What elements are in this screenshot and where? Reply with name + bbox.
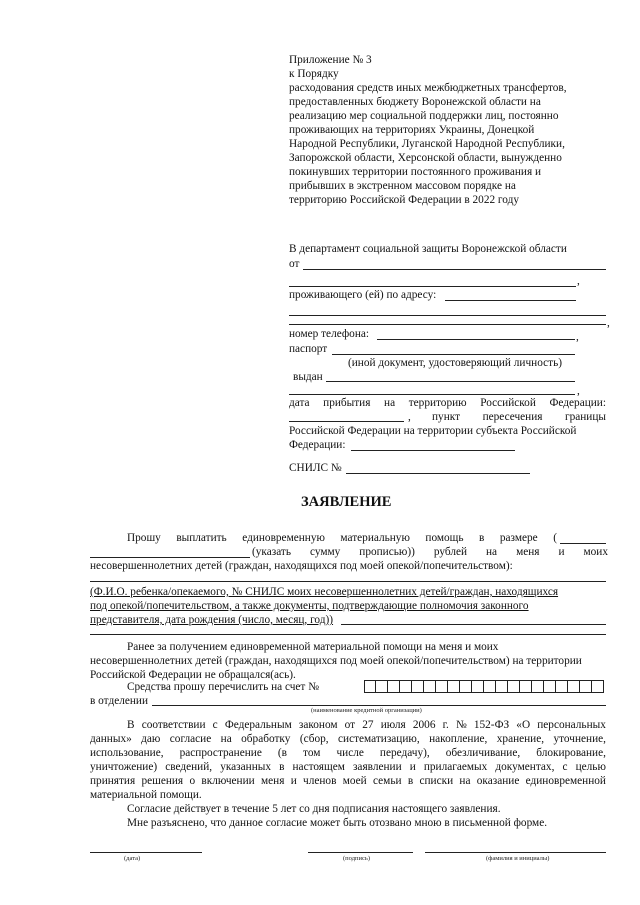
department-label: в отделении	[90, 695, 148, 707]
word: законом	[298, 719, 338, 731]
word: моих	[583, 546, 608, 558]
word: прилагаемых	[423, 761, 488, 773]
request-line-1	[127, 531, 557, 545]
phone-field[interactable]	[377, 339, 575, 340]
signature-caption: (подпись)	[343, 855, 370, 862]
word: (сбор,	[299, 733, 329, 745]
word: целью	[575, 761, 606, 773]
request-line-3: несовершеннолетних детей (граждан, находящихся под моей опекой/попечительством):	[90, 560, 513, 572]
address-field[interactable]	[445, 300, 576, 301]
word: размере	[499, 532, 538, 544]
children-caption-1: (Ф.И.О. ребенка/опекаемого, № СНИЛС моих несовершеннолетних детей/граждан, находящихся	[90, 586, 559, 598]
word: июля	[380, 719, 406, 731]
word: В	[127, 719, 135, 731]
address-field-3[interactable]	[289, 324, 606, 325]
word: списки	[419, 775, 454, 787]
word: дата	[289, 397, 310, 409]
federation-label: Федерации:	[289, 439, 346, 451]
bank-caption: (наименование кредитной организации)	[311, 707, 422, 714]
word: блокирование,	[536, 747, 606, 759]
comma: ,	[576, 331, 579, 343]
passport-label: паспорт	[289, 343, 328, 355]
appendix-line: реализацию мер социальной поддержки лиц, постоянно	[289, 110, 559, 122]
word: персональных	[537, 719, 606, 731]
word: единовременной	[525, 775, 606, 787]
signature-field[interactable]	[308, 852, 413, 853]
word: на	[220, 733, 232, 745]
word: Российской	[480, 397, 536, 409]
amount-words-field[interactable]	[90, 557, 250, 558]
word: и	[558, 546, 565, 558]
date-field[interactable]	[90, 852, 202, 853]
word: сведений,	[165, 761, 213, 773]
request-line-2	[252, 545, 608, 559]
word: о	[189, 775, 196, 787]
word: числе	[336, 747, 364, 759]
snils-label: СНИЛС №	[289, 462, 342, 474]
arrival-date-line	[289, 396, 606, 410]
word: на	[459, 775, 471, 787]
word: единовременную	[242, 532, 325, 544]
word: заявлении	[352, 761, 402, 773]
amount-field[interactable]	[560, 543, 606, 544]
comma: ,	[408, 411, 411, 423]
from-label: от	[289, 258, 300, 270]
word: 152-ФЗ	[473, 719, 510, 731]
revoke-text: Мне разъяснено, что данное согласие может быть отозвано мною в письменной форме.	[127, 817, 548, 829]
word: пункт	[432, 411, 461, 423]
appendix-line: к Порядку	[289, 68, 339, 80]
word: указанных	[220, 761, 271, 773]
word: 27	[362, 719, 374, 731]
word: в	[279, 761, 285, 773]
children-caption-2: под опекой/попечительством, а также документы, подтверждающие полномочия законного	[90, 600, 529, 612]
other-document-caption: (иной документ, удостоверяющий личность)	[348, 357, 562, 369]
validity-text: Согласие действует в течение 5 лет со дня подписания настоящего заявления.	[127, 803, 501, 815]
word: Федеральным	[224, 719, 292, 731]
federation-field[interactable]	[351, 450, 515, 451]
word: оказание	[476, 775, 520, 787]
word: соответствии	[141, 719, 206, 731]
word: в	[479, 532, 485, 544]
consent-line-3	[90, 746, 606, 760]
word: г.	[442, 719, 449, 731]
word: материальную	[340, 532, 410, 544]
account-label: Средства прошу перечислить на счет №	[127, 681, 319, 693]
word: уточнение,	[553, 733, 606, 745]
passport-field[interactable]	[332, 354, 575, 355]
word: и	[290, 775, 297, 787]
word: с	[562, 761, 568, 773]
word: (указать	[252, 546, 292, 558]
word: помощь	[425, 532, 464, 544]
from-field[interactable]	[303, 269, 606, 270]
word: сумму	[310, 546, 341, 558]
word: семьи	[373, 775, 402, 787]
word: меня	[516, 546, 540, 558]
date-caption: (дата)	[124, 855, 141, 862]
consent-line-2	[90, 732, 606, 746]
word: и	[409, 761, 416, 773]
bank-field[interactable]	[152, 705, 606, 706]
appendix-line: предоставленных бюджету Воронежской области на	[289, 96, 541, 108]
word: моей	[342, 775, 367, 787]
appendix-line: проживающих на территориях Украины, Донецкой	[289, 124, 535, 136]
appendix-line: Народной Республики, Луганской Народной Республики,	[289, 138, 565, 150]
children-field-2[interactable]	[341, 624, 606, 625]
phone-label: номер телефона:	[289, 328, 370, 340]
arrival-date-field[interactable]	[289, 421, 404, 422]
account-number-field[interactable]	[364, 680, 604, 693]
border-line: Российской Федерации на территории субъекта Российской	[289, 425, 577, 437]
consent-line-4	[90, 760, 606, 774]
word: даю	[141, 733, 161, 745]
word: меня	[261, 775, 285, 787]
issued-label: выдан	[293, 371, 323, 383]
previous-request-line-2: несовершеннолетних детей (граждан, находящихся под моей опекой/попечительством) на территории	[90, 655, 582, 667]
comma: ,	[607, 317, 610, 329]
appendix-line: территорию Российской Федерации в 2022 году	[289, 194, 520, 206]
previous-request-line-3: Российской Федерации не обращался(ась).	[90, 669, 296, 681]
consent-line-6: материальной помощи.	[90, 789, 202, 801]
word: хранение,	[496, 733, 545, 745]
word: использование,	[90, 747, 164, 759]
word: на	[486, 546, 498, 558]
word: прописью))	[359, 546, 415, 558]
word: (	[553, 532, 557, 544]
word: членов	[303, 775, 337, 787]
appendix-line: Запорожской области, Херсонской области, вынужденно	[289, 152, 562, 164]
word: накопление,	[429, 733, 488, 745]
name-field[interactable]	[425, 852, 606, 853]
appendix-line: прибывших в экстренном массовом порядке на	[289, 180, 516, 192]
word: Федерации:	[549, 397, 606, 409]
word: систематизацию,	[338, 733, 420, 745]
word: (в	[277, 747, 287, 759]
word: данных»	[90, 733, 132, 745]
word: с	[212, 719, 218, 731]
issued-field[interactable]	[326, 381, 575, 382]
snils-field[interactable]	[346, 473, 530, 474]
comma: ,	[577, 385, 580, 397]
word: территорию	[408, 397, 467, 409]
children-field-3[interactable]	[90, 634, 606, 635]
consent-line-5	[90, 774, 606, 788]
children-caption-3: представителя, дата рождения (число, месяц, год))	[90, 614, 334, 626]
consent-line-1	[127, 718, 606, 732]
word: №	[455, 719, 467, 731]
word: том	[303, 747, 321, 759]
word: включении	[201, 775, 255, 787]
word: принятия	[90, 775, 136, 787]
page-title: ЗАЯВЛЕНИЕ	[301, 494, 392, 510]
word: согласие	[169, 733, 212, 745]
word: обработку	[241, 733, 291, 745]
word: «О	[516, 719, 531, 731]
word: 2006	[412, 719, 436, 731]
from-field-2[interactable]	[289, 286, 576, 287]
address-field-2[interactable]	[289, 315, 606, 316]
word: настоящем	[292, 761, 345, 773]
word: документах,	[495, 761, 555, 773]
appendix-title: Приложение № 3	[289, 54, 372, 66]
appendix-line: расходования средств иных межбюджетных трансфертов,	[289, 82, 567, 94]
children-field[interactable]	[90, 581, 606, 582]
word: от	[344, 719, 356, 731]
word: передачу),	[379, 747, 430, 759]
word: на	[384, 397, 396, 409]
comma: ,	[577, 275, 580, 287]
word: обезличивание,	[445, 747, 521, 759]
crossing-point-line	[432, 410, 606, 424]
appendix-line: покинувших территории постоянного проживания и	[289, 166, 542, 178]
word: распространение	[179, 747, 262, 759]
address-label: проживающего (ей) по адресу:	[289, 289, 437, 301]
word: пересечения	[482, 411, 543, 423]
word: решения	[141, 775, 184, 787]
issued-field-2[interactable]	[289, 394, 575, 395]
word: рублей	[433, 546, 468, 558]
previous-request-line-1: Ранее за получением единовременной материальной помощи на меня и моих	[127, 641, 499, 653]
word: выплатить	[176, 532, 227, 544]
word: уничтожение)	[90, 761, 158, 773]
word: Прошу	[127, 532, 161, 544]
word: в	[407, 775, 414, 787]
name-caption: (фамилия и инициалы)	[486, 855, 550, 862]
word: границы	[564, 411, 606, 423]
word: прибытия	[323, 397, 371, 409]
department-line: В департамент социальной защиты Воронежской области	[289, 243, 567, 255]
